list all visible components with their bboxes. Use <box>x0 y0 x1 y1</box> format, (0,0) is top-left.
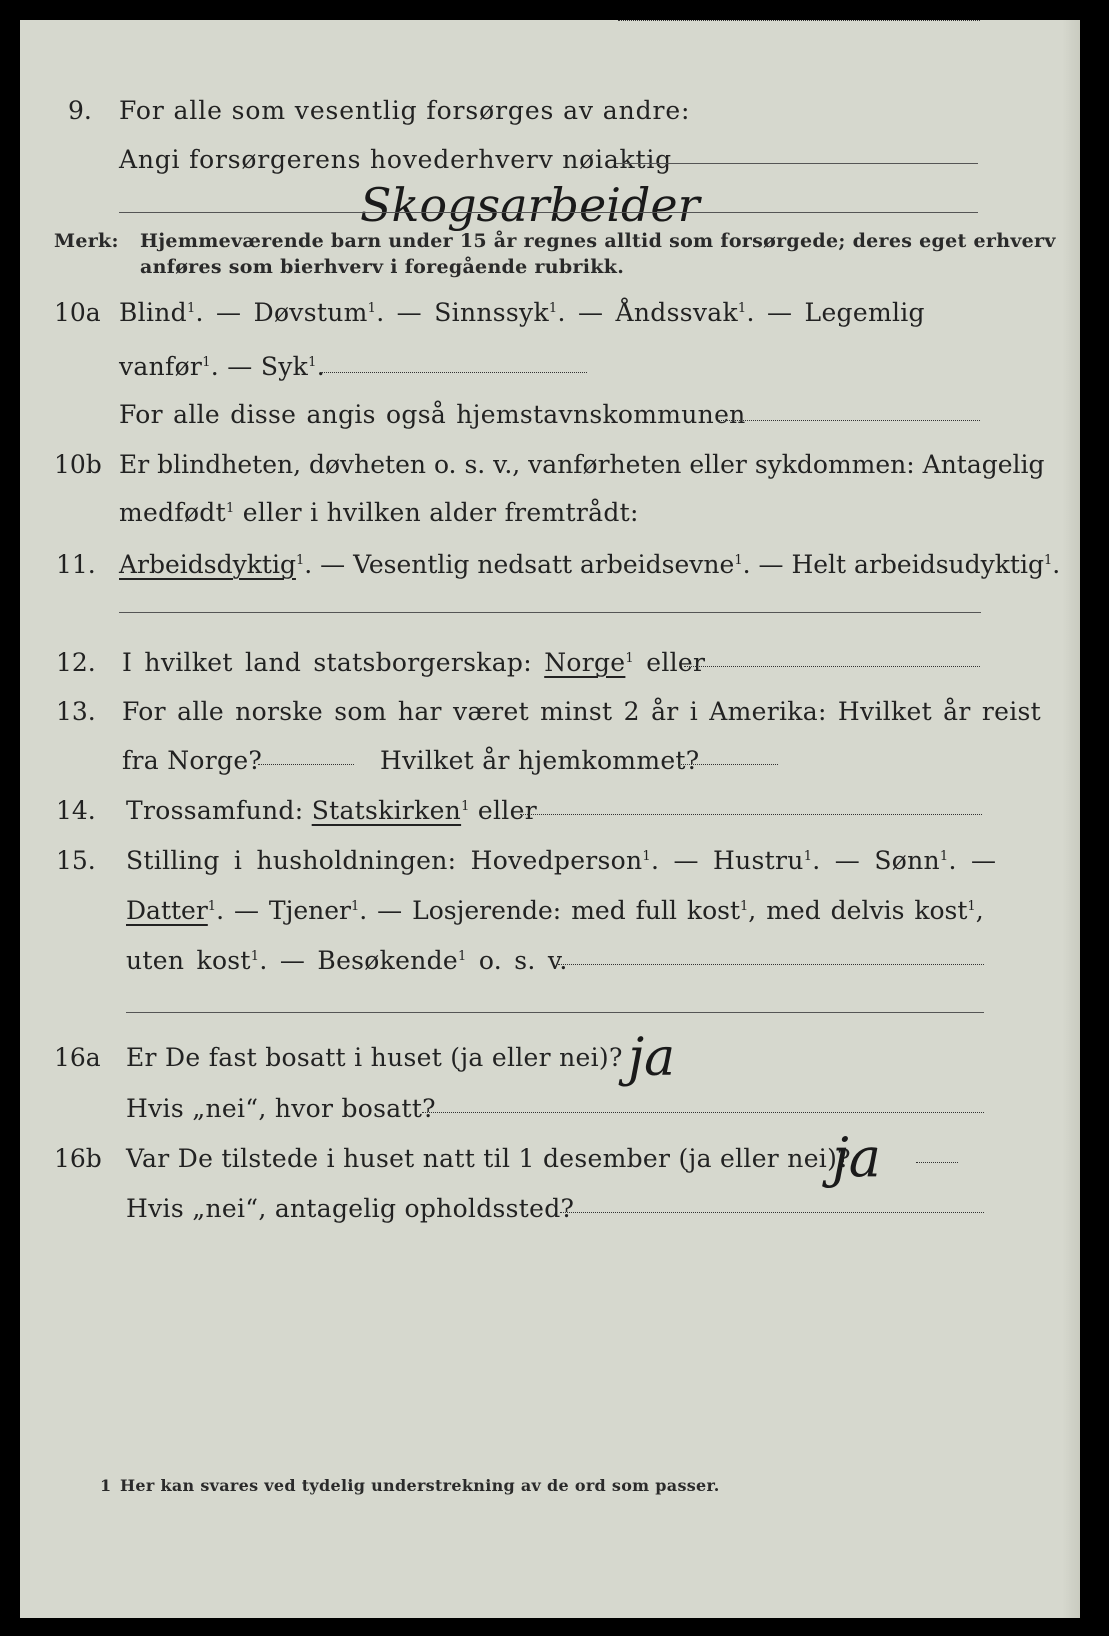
q9-line1: For alle som vesentlig forsørges av andre: <box>119 96 691 125</box>
q15-fullkost: med full kost <box>571 896 741 925</box>
q9-answer-line2 <box>119 212 978 213</box>
q10a-sinnssyk: Sinnssyk <box>434 298 549 327</box>
q12-text: I hvilket land statsborgerskap: <box>122 648 532 677</box>
q15-number: 15. <box>56 846 96 875</box>
merk-line1: Hjemmeværende barn under 15 år regnes alltid som forsørgede; deres eget erhverv <box>140 230 1056 252</box>
footnote-mark: 1 <box>100 1476 112 1495</box>
q10a-syk: Syk <box>260 352 309 381</box>
q16a-handwritten-answer: ja <box>628 1028 676 1088</box>
q15-hustru: Hustru <box>713 846 804 875</box>
q12-dotted-line <box>684 666 980 667</box>
q13-line2b: Hvilket år hjemkommet? <box>380 746 700 775</box>
q10a-dovstum: Døvstum <box>253 298 368 327</box>
q13-line1: For alle norske som har været minst 2 år i Amerika: Hvilket år reist <box>122 697 1042 726</box>
q10a-line1: Blind$^1$. — Døvstum$^1$. — Sinnssyk$^1$. — Åndssvak$^1$. — Legemlig <box>119 298 925 327</box>
q14-statskirken: Statskirken <box>311 796 462 825</box>
q11-answer-line <box>119 612 981 613</box>
q10b-alder: eller i hvilken alder fremtrådt: <box>242 498 639 527</box>
q9-handwritten-answer: Skogsarbeider <box>360 178 700 232</box>
q15-stilling: Stilling i husholdningen: <box>126 846 457 875</box>
q10a-andssvak: Åndssvak <box>615 298 738 327</box>
q10a-line3: For alle disse angis også hjemstavnskommunen <box>119 400 746 429</box>
q9-answer-line1 <box>616 163 978 164</box>
q10b-line2: medfødt$^1$ eller i hvilken alder fremtrådt: <box>119 498 639 527</box>
q16a-dotted-line <box>422 1112 984 1113</box>
q15-line1: Stilling i husholdningen: Hovedperson$^1$. — Hustru$^1$. — Sønn$^1$. — <box>126 846 997 875</box>
q16b-line2: Hvis „nei“, antagelig opholdssted? <box>126 1194 575 1223</box>
q10a-number: 10a <box>54 298 101 327</box>
merk-line2: anføres som bierhverv i foregående rubrikk. <box>140 256 625 278</box>
q15-besokende: Besøkende <box>317 946 458 975</box>
q16b-dotted-line2 <box>560 1212 984 1213</box>
q11-number: 11. <box>56 550 96 579</box>
q12-norge: Norge <box>544 648 626 677</box>
q16b-line1: Var De tilstede i huset natt til 1 desember (ja eller nei)? <box>126 1144 851 1173</box>
q15-answer-line <box>126 1012 984 1013</box>
q11-arbeidsdyktig: Arbeidsdyktig <box>119 550 296 579</box>
q10b-line1: Er blindheten, døvheten o. s. v., vanførheten eller sykdommen: Antagelig <box>119 450 1045 479</box>
q15-osv: o. s. v. <box>478 946 568 975</box>
q14-line: Trossamfund: Statskirken$^1$ eller <box>126 796 537 825</box>
q10b-number: 10b <box>54 450 102 479</box>
q10b-dotted-line <box>618 20 980 21</box>
q15-sonn: Sønn <box>874 846 940 875</box>
q15-line2: Datter$^1$. — Tjener$^1$. — Losjerende: med full kost$^1$, med delvis kost$^1$, <box>126 896 984 925</box>
q15-line3: uten kost$^1$. — Besøkende$^1$ o. s. v. <box>126 946 568 975</box>
q10a-blind: Blind <box>119 298 187 327</box>
q16a-line1: Er De fast bosatt i huset (ja eller nei)? <box>126 1043 623 1072</box>
q15-datter: Datter <box>126 896 208 925</box>
merk-label: Merk: <box>54 230 119 252</box>
q16b-number: 16b <box>54 1144 102 1173</box>
q15-hovedperson: Hovedperson <box>470 846 643 875</box>
q9-line2: Angi forsørgerens hovederhverv nøiaktig <box>119 145 672 174</box>
q13-line2a: fra Norge? <box>122 746 263 775</box>
q11-nedsatt: Vesentlig nedsatt arbeidsevne <box>353 550 735 579</box>
q12-eller: eller <box>646 648 706 677</box>
q16b-handwritten-answer: ja <box>832 1126 881 1189</box>
q12-line: I hvilket land statsborgerskap: Norge$^1$ eller <box>122 648 706 677</box>
q15-losjerende: Losjerende: <box>412 896 562 925</box>
q11-line: Arbeidsdyktig$^1$. — Vesentlig nedsatt arbeidsevne$^1$. — Helt arbeidsudyktig$^1$. <box>119 550 1061 579</box>
q14-dotted-line <box>520 814 982 815</box>
q13-number: 13. <box>56 697 96 726</box>
q10a-dotted-line2 <box>718 420 980 421</box>
q10a-dotted-line1 <box>322 372 587 373</box>
q12-number: 12. <box>56 648 96 677</box>
q14-text: Trossamfund: <box>126 796 304 825</box>
q15-dotted-line <box>558 964 984 965</box>
q13-dotted-line1 <box>258 764 354 765</box>
q10a-legemlig: Legemlig <box>804 298 925 327</box>
q16a-line2: Hvis „nei“, hvor bosatt? <box>126 1094 436 1123</box>
q10a-line2: vanfør$^1$. — Syk$^1$. <box>119 352 325 381</box>
footnote-text: Her kan svares ved tydelig understrekning av de ord som passer. <box>120 1476 720 1495</box>
q16a-number: 16a <box>54 1043 101 1072</box>
q16b-dotted-line1 <box>916 1162 958 1163</box>
q13-dotted-line2 <box>678 764 778 765</box>
q15-tjener: Tjener <box>268 896 351 925</box>
q15-delviskost: med delvis kost <box>766 896 968 925</box>
q14-eller: eller <box>477 796 537 825</box>
q15-utenkost: uten kost <box>126 946 251 975</box>
q14-number: 14. <box>56 796 96 825</box>
census-form-page <box>20 20 1080 1618</box>
q10b-medfodt: medfødt <box>119 498 226 527</box>
q11-udyktig: Helt arbeidsudyktig <box>791 550 1044 579</box>
q9-number: 9. <box>68 96 92 125</box>
q10a-vanfor: vanfør <box>119 352 203 381</box>
